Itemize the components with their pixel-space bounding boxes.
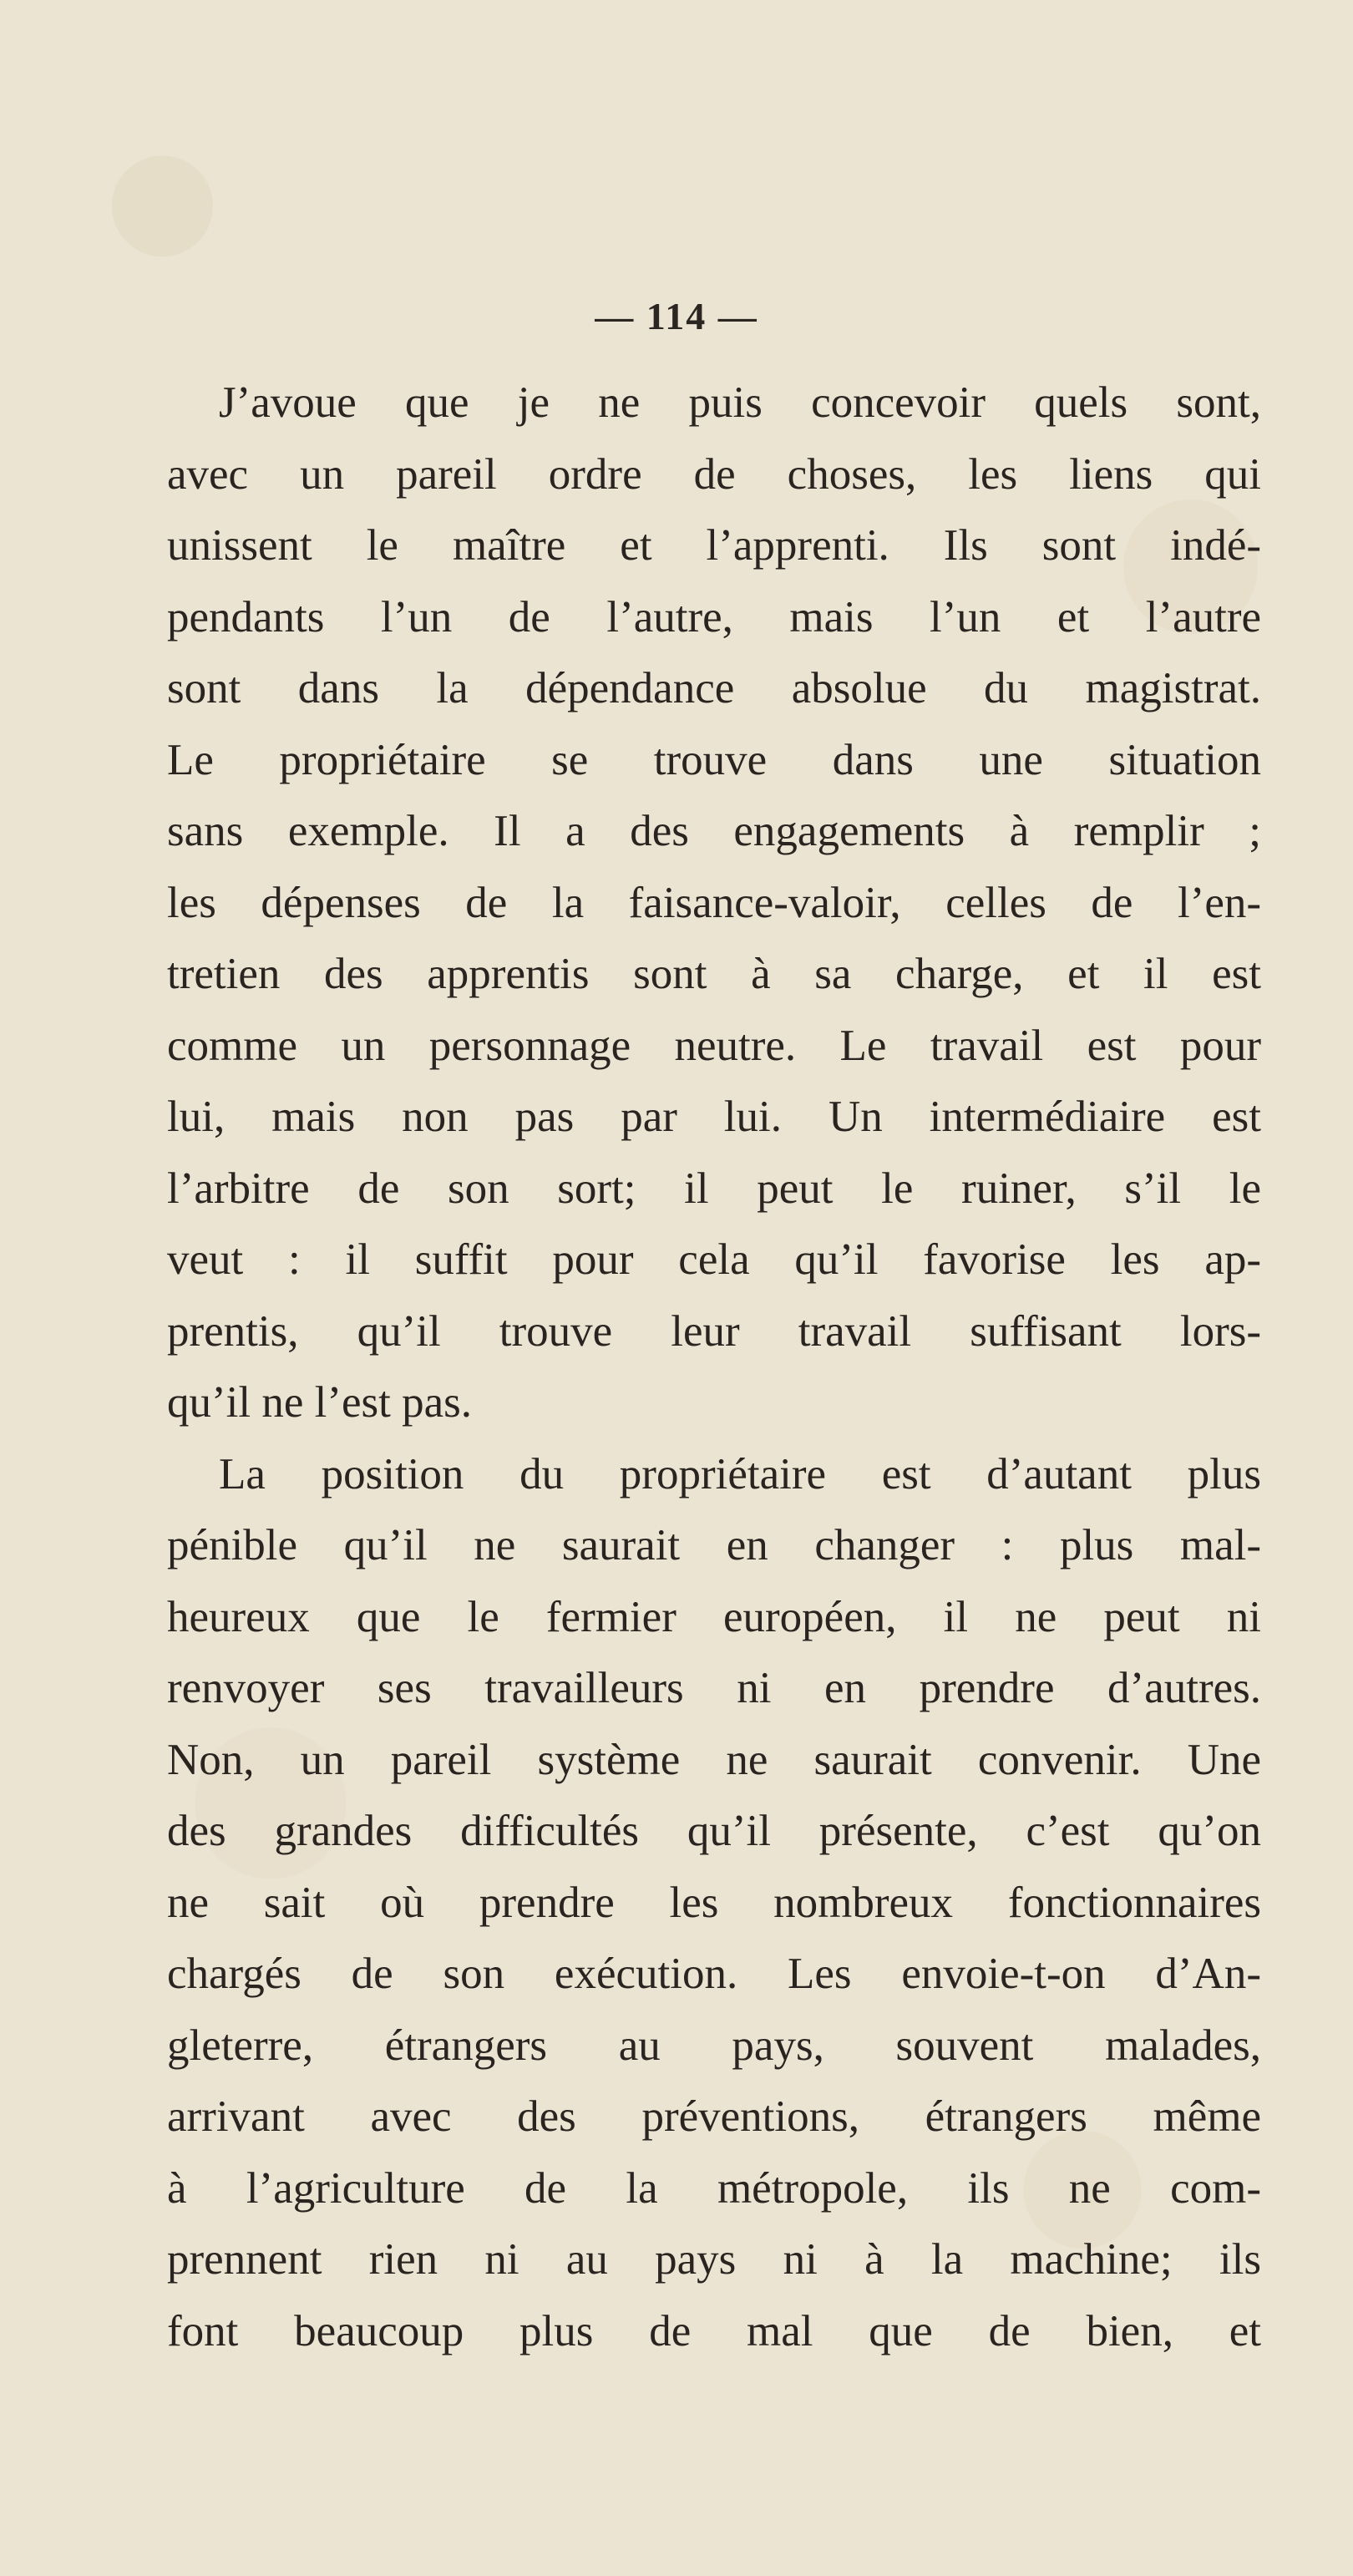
page-number: — 114 —: [595, 295, 758, 337]
text-line: avec un pareil ordre de choses, les liens qui: [167, 449, 1261, 499]
text-line: prennent rien ni au pays ni à la machine; ils: [167, 2235, 1261, 2284]
body-text: [167, 368, 1261, 2367]
text-line: sans exemple. Il a des engagements à remplir ;: [167, 807, 1261, 855]
text-line: unissent le maître et l’apprenti. Ils sont indé-: [167, 521, 1261, 570]
text-line: chargés de son exécution. Les envoie-t-on d’An-: [167, 1950, 1261, 1998]
text-line: veut : il suffit pour cela qu’il favorise les ap-: [167, 1235, 1261, 1284]
text-line: à l’agriculture de la métropole, ils ne com-: [167, 2163, 1261, 2213]
text-line: pendants l’un de l’autre, mais l’un et l’autre: [167, 592, 1261, 641]
text-line: les dépenses de la faisance-valoir, celles de l’en-: [167, 878, 1261, 927]
text-line: arrivant avec des préventions, étrangers même: [167, 2092, 1261, 2141]
text-line: La position du propriétaire est d’autant plus: [219, 1449, 1261, 1498]
text-line: qu’il ne l’est pas.: [167, 1378, 473, 1427]
text-line: l’arbitre de son sort; il peut le ruiner, s’il le: [167, 1164, 1261, 1213]
text-line: des grandes difficultés qu’il présente, c’est qu’on: [167, 1807, 1261, 1855]
text-line: J’avoue que je ne puis concevoir quels sont,: [219, 378, 1261, 427]
text-line: renvoyer ses travailleurs ni en prendre d’autres.: [167, 1664, 1261, 1712]
text-line: gleterre, étrangers au pays, souvent malades,: [167, 2021, 1261, 2070]
text-line: tretien des apprentis sont à sa charge, et il est: [167, 950, 1261, 998]
text-line: sont dans la dépendance absolue du magistrat.: [167, 664, 1261, 712]
text-line: heureux que le fermier européen, il ne peut ni: [167, 1592, 1261, 1641]
text-line: prentis, qu’il trouve leur travail suffisant lors-: [167, 1306, 1261, 1356]
text-line: pénible qu’il ne saurait en changer : plus mal-: [167, 1521, 1261, 1569]
text-line: lui, mais non pas par lui. Un intermédiaire est: [167, 1093, 1261, 1141]
text-line: font beaucoup plus de mal que de bien, et: [167, 2306, 1261, 2355]
text-line: Le propriétaire se trouve dans une situation: [167, 735, 1261, 784]
text-line: comme un personnage neutre. Le travail est pour: [167, 1021, 1261, 1070]
text-line: ne sait où prendre les nombreux fonctionnaires: [167, 1878, 1261, 1927]
text-line: Non, un pareil système ne saurait convenir. Une: [167, 1735, 1261, 1784]
